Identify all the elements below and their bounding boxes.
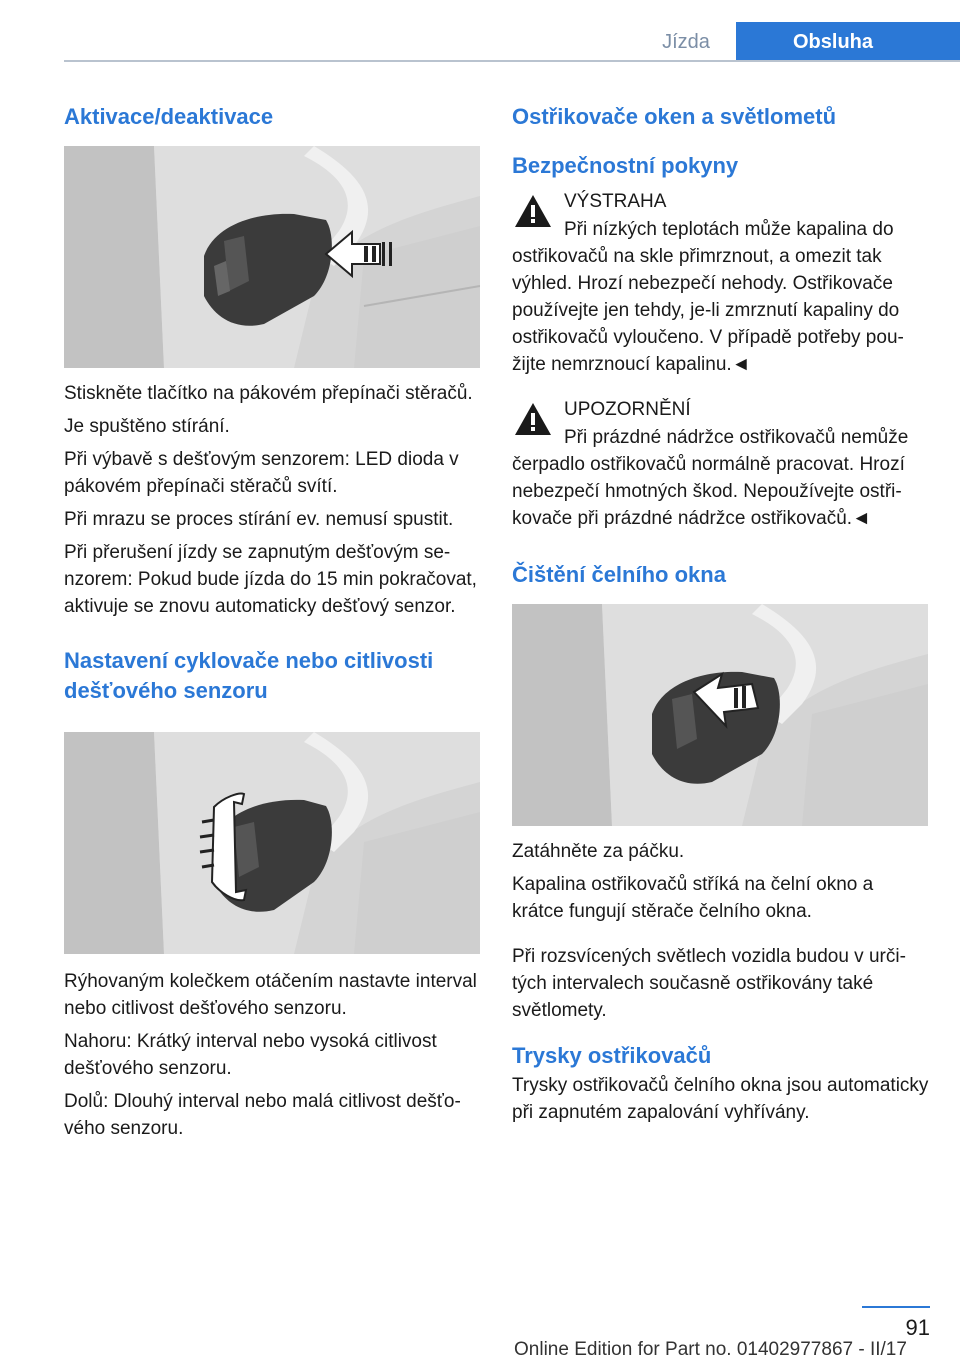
- header-divider: [64, 60, 960, 62]
- warning-text: ostřikovačů na skle přimrznout, a omezit tak výhled. Hrozí nebezpečí nehody. Ostřikovače používejte jen tehdy, je-li zmrznutí kapaliny do ostřikovačů vyloučeno. V případě potřeby použijte nemrznoucí kapalinu.◄: [512, 246, 904, 375]
- warning-text-first: Při nízkých teplotách může kapalina do: [564, 219, 894, 240]
- text-nozzles-heated: Trysky ostřikovačů čelního okna jsou automaticky při zapnutém zapalování vyhřívány.: [512, 1075, 929, 1123]
- heading-activation: Aktivace/deaktivace: [64, 104, 274, 129]
- heading-windshield-cleaning: Čištění čelního okna: [512, 562, 726, 587]
- notice-text: čerpadlo ostřikovačů normálně pracovat. Hrozí nebezpečí hmotných škod. Nepoužívejte ostřikovače při prázdné nádržce ostřikovačů.◄: [512, 454, 905, 529]
- text-frost: Při mrazu se proces stírání ev. nemusí spustit.: [64, 509, 454, 530]
- text-up: Nahoru: Krátký interval nebo vysoká citlivost dešťového senzoru.: [64, 1031, 437, 1079]
- text-interruption: Při přerušení jízdy se zapnutým dešťovým senzorem: Pokud bude jízda do 15 min pokračovat, aktivuje se znovu automaticky dešťový senzor.: [64, 542, 477, 617]
- edition-note: Online Edition for Part no. 01402977867 - II/17: [514, 1339, 907, 1360]
- heading-safety: Bezpečnostní pokyny: [512, 153, 739, 178]
- text-wiping-started: Je spuštěno stírání.: [64, 416, 230, 437]
- notice-title: UPOZORNĚNÍ: [564, 399, 691, 420]
- warning-title: VÝSTRAHA: [564, 191, 667, 212]
- warning-block: [512, 188, 930, 378]
- notice-icon: [512, 398, 554, 440]
- tab-jizda[interactable]: Jízda: [662, 30, 710, 53]
- text-knurled-wheel: Rýhovaným kolečkem otáčením nastavte interval nebo citlivost dešťového senzoru.: [64, 971, 477, 1019]
- text-rain-sensor-led: Při výbavě s dešťovým senzorem: LED dioda v pákovém přepínači stěračů svítí.: [64, 449, 459, 497]
- heading-washers: Ostřikovače oken a světlometů: [512, 104, 837, 129]
- heading-nozzles: Trysky ostřikovačů: [512, 1043, 712, 1068]
- heading-interval: Nastavení cyklovače nebo citlivosti dešťového senzoru: [64, 648, 434, 703]
- tab-obsluha[interactable]: Obsluha: [736, 22, 960, 62]
- figure-knurled-wheel: [64, 732, 480, 954]
- figure-wiper-button: [64, 146, 480, 368]
- text-down: Dolů: Dlouhý interval nebo malá citlivost dešťového senzoru.: [64, 1091, 461, 1139]
- warning-icon: [512, 190, 554, 232]
- notice-block: [512, 396, 930, 532]
- text-pull-lever: Zatáhněte za páčku.: [512, 841, 685, 862]
- page-number: 91: [905, 1315, 930, 1340]
- right-column: [512, 98, 930, 1126]
- notice-text-first: Při prázdné nádržce ostřikovačů nemůže: [564, 427, 909, 448]
- text-fluid-sprays: Kapalina ostřikovačů stříká na čelní okno a krátce fungují stěrače čelního okna.: [512, 874, 874, 922]
- figure-pull-lever: [512, 604, 928, 826]
- left-column: [64, 98, 482, 1142]
- footer-divider: [862, 1306, 930, 1308]
- text-press-button: Stiskněte tlačítko na pákovém přepínači stěračů.: [64, 383, 473, 404]
- text-headlights: Při rozsvícených světlech vozidla budou v určitých intervalech současně ostřikovány také světlomety.: [512, 946, 906, 1021]
